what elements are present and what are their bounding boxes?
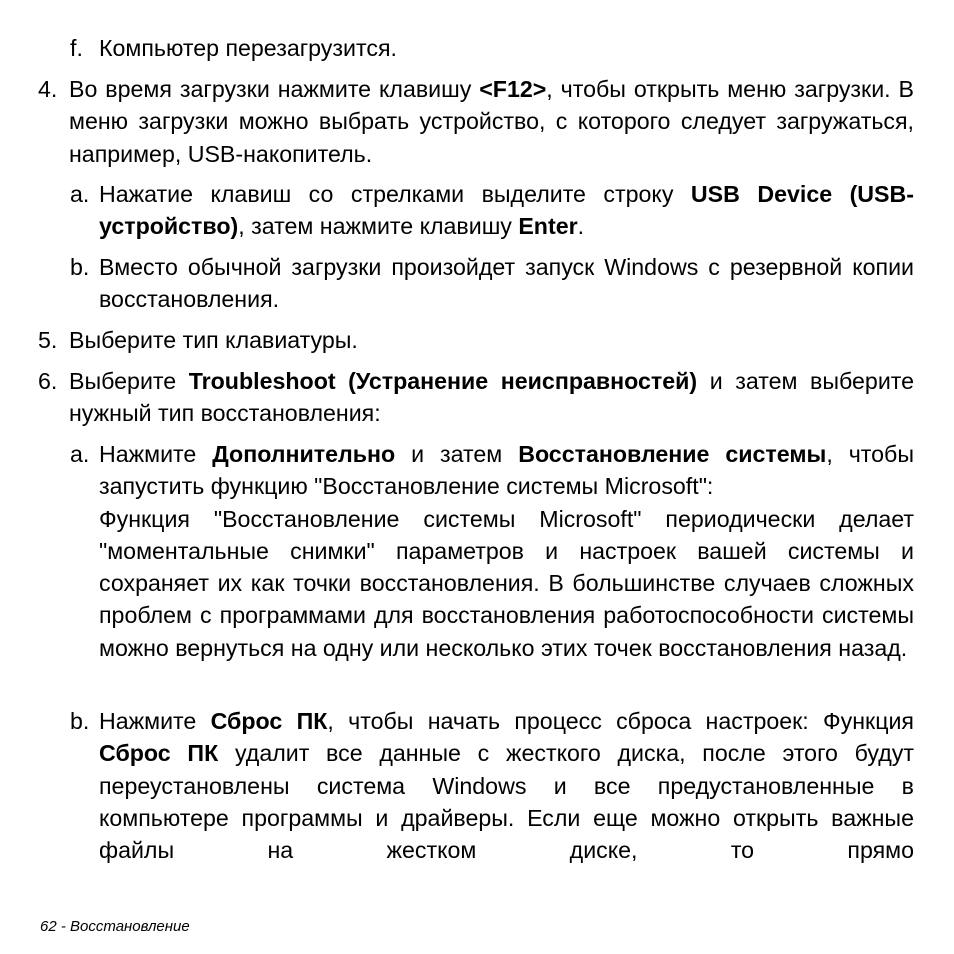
menu-option-name: Дополнительно xyxy=(212,441,396,467)
list-marker: a. xyxy=(70,441,90,467)
list-item-text: Нажмите Дополнительно и затем Восстановление системы, чтобы запустить функцию "Восстановление системы Microsoft": xyxy=(99,441,915,500)
list-marker: 4. xyxy=(38,76,58,102)
page-footer: 62 - Восстановление xyxy=(40,918,190,935)
list-item-text: Нажатие клавиш со стрелками выделите строку USB Device (USB-устройство), затем нажмите клавишу Enter. xyxy=(99,181,914,240)
list-item-text: Во время загрузки нажмите клавишу <F12>, чтобы открыть меню загрузки. В меню загрузки можно выбрать устройство, с которого следует загружаться, например, USB-накопитель. xyxy=(69,76,914,167)
list-marker: 6. xyxy=(38,368,58,394)
key-name: Enter xyxy=(518,213,578,240)
list-item-step-4a xyxy=(70,178,914,243)
list-item-text: Выберите тип клавиатуры. xyxy=(69,327,358,353)
list-item-step-6 xyxy=(38,365,914,430)
menu-option-name: Восстановление системы xyxy=(518,441,827,467)
menu-option-name: Сброс ПК xyxy=(99,740,219,767)
list-item-text: Компьютер перезагрузится. xyxy=(99,35,397,61)
list-item-f xyxy=(70,32,914,64)
list-marker: a. xyxy=(70,181,90,207)
list-item-text: Выберите Troubleshoot (Устранение неисправностей) и затем выберите нужный тип восстановления: xyxy=(69,368,915,427)
list-item-description: Функция "Восстановление системы Microsoft" периодически делает "моментальные снимки" параметров и настроек вашей системы и сохраняет их как точки восстановления. В большинстве случаев сложных проблем с программами для восстановления работоспособности системы можно вернуться на одну или несколько этих точек восстановления назад. xyxy=(99,505,914,661)
menu-option-name: Сброс ПК xyxy=(210,708,328,734)
key-name: <F12> xyxy=(479,76,547,102)
list-item-step-4 xyxy=(38,73,914,170)
menu-option-name: USB Device (USB-устройство) xyxy=(99,181,914,240)
list-item-text: Вместо обычной загрузки произойдет запуск Windows с резервной копии восстановления. xyxy=(99,254,914,313)
list-item-step-6b xyxy=(70,705,914,866)
list-item-text: Нажмите Сброс ПК, чтобы начать процесс сброса настроек: Функция Сброс ПК удалит все данные с жесткого диска, после этого будут переустановлены система Windows и все предустановленные в компьютере программы и драйверы. Если еще можно открыть важные файлы на жестком диске, то прямо xyxy=(99,708,914,864)
list-item-step-6a xyxy=(70,438,914,664)
list-item-step-4b xyxy=(70,251,914,316)
list-marker: b. xyxy=(70,254,90,280)
list-marker: 5. xyxy=(38,327,58,353)
list-item-step-5 xyxy=(38,324,914,356)
menu-option-name: Troubleshoot (Устранение неисправностей) xyxy=(188,368,698,394)
list-marker: b. xyxy=(70,708,90,734)
list-marker: f. xyxy=(70,35,83,61)
